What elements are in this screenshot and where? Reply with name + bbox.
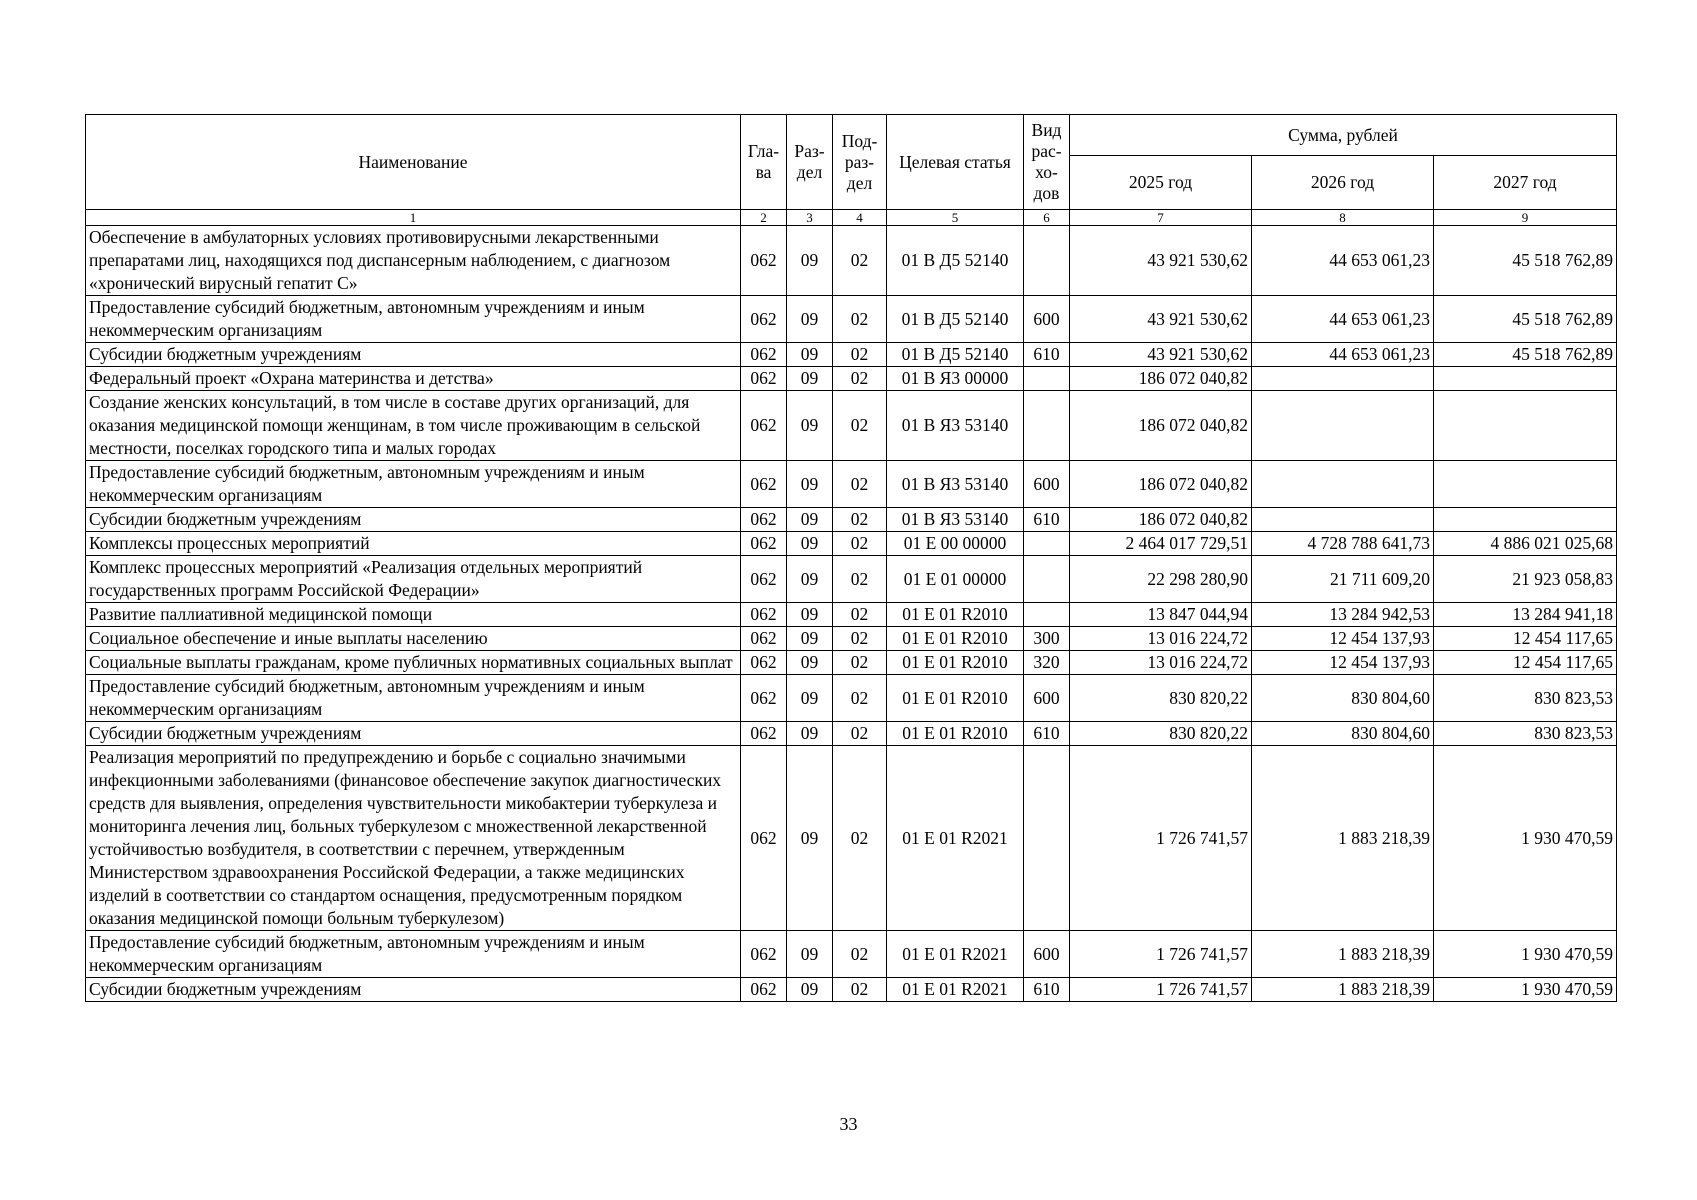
column-number: 6 (1024, 210, 1070, 226)
expense-type-cell: 610 (1024, 343, 1070, 367)
table-row (86, 746, 1617, 931)
header-year-2026: 2026 год (1252, 156, 1434, 210)
razdel-cell: 09 (787, 556, 833, 603)
header-razdel: Раз-дел (787, 115, 833, 210)
column-number: 9 (1434, 210, 1617, 226)
sum-2027-cell: 45 518 762,89 (1434, 226, 1617, 296)
target-article-cell: 01 Е 01 00000 (887, 556, 1024, 603)
row-name: Социальные выплаты гражданам, кроме публичных нормативных социальных выплат (86, 651, 741, 675)
target-article-cell: 01 В Д5 52140 (887, 343, 1024, 367)
glava-cell: 062 (741, 675, 787, 722)
razdel-cell: 09 (787, 931, 833, 978)
budget-table (85, 114, 1617, 1002)
glava-cell: 062 (741, 343, 787, 367)
sum-2025-cell: 186 072 040,82 (1070, 391, 1252, 461)
razdel-cell: 09 (787, 391, 833, 461)
razdel-cell: 09 (787, 296, 833, 343)
podrazdel-cell: 02 (833, 603, 887, 627)
table-row (86, 343, 1617, 367)
row-name: Субсидии бюджетным учреждениям (86, 722, 741, 746)
expense-type-cell: 600 (1024, 675, 1070, 722)
sum-2027-cell: 1 930 470,59 (1434, 746, 1617, 931)
row-name: Комплексы процессных мероприятий (86, 532, 741, 556)
sum-2027-cell: 830 823,53 (1434, 675, 1617, 722)
sum-2026-cell: 4 728 788 641,73 (1252, 532, 1434, 556)
sum-2026-cell: 1 883 218,39 (1252, 931, 1434, 978)
row-name: Субсидии бюджетным учреждениям (86, 508, 741, 532)
target-article-cell: 01 Е 01 R2010 (887, 651, 1024, 675)
sum-2025-cell: 830 820,22 (1070, 675, 1252, 722)
page-number: 33 (839, 1114, 858, 1134)
expense-type-cell (1024, 603, 1070, 627)
table-row (86, 675, 1617, 722)
target-article-cell: 01 В Я3 53140 (887, 391, 1024, 461)
razdel-cell: 09 (787, 343, 833, 367)
column-number: 3 (787, 210, 833, 226)
header-vid: Вид рас-хо-дов (1024, 115, 1070, 210)
table-row (86, 627, 1617, 651)
target-article-cell: 01 В Я3 00000 (887, 367, 1024, 391)
expense-type-cell (1024, 391, 1070, 461)
razdel-cell: 09 (787, 722, 833, 746)
row-name: Федеральный проект «Охрана материнства и детства» (86, 367, 741, 391)
glava-cell: 062 (741, 532, 787, 556)
table-row (86, 651, 1617, 675)
razdel-cell: 09 (787, 508, 833, 532)
sum-2027-cell: 1 930 470,59 (1434, 978, 1617, 1002)
sum-2026-cell (1252, 461, 1434, 508)
sum-2026-cell: 830 804,60 (1252, 675, 1434, 722)
expense-type-cell: 610 (1024, 722, 1070, 746)
row-name: Реализация мероприятий по предупреждению и борьбе с социально значимыми инфекционными заболеваниями (финансовое обеспечение закупок диагностических средств для выявления, определения чувствительности микобактерии туберкулеза и мониторинга лечения лиц, больных туберкулезом с множественной лекарственной устойчивостью возбудителя, в соответствии с перечнем, утвержденным Министерством здравоохранения Российской Федерации, а также медицинских изделий в соответствии со стандартом оснащения, предусмотренным порядком оказания медицинской помощи больным туберкулезом) (86, 746, 741, 931)
expense-type-cell: 600 (1024, 931, 1070, 978)
row-name: Предоставление субсидий бюджетным, автономным учреждениям и иным некоммерческим организациям (86, 296, 741, 343)
target-article-cell: 01 В Я3 53140 (887, 508, 1024, 532)
table-row (86, 931, 1617, 978)
table-row (86, 556, 1617, 603)
glava-cell: 062 (741, 978, 787, 1002)
razdel-cell: 09 (787, 978, 833, 1002)
sum-2027-cell (1434, 367, 1617, 391)
glava-cell: 062 (741, 226, 787, 296)
podrazdel-cell: 02 (833, 556, 887, 603)
row-name: Предоставление субсидий бюджетным, автономным учреждениям и иным некоммерческим организациям (86, 461, 741, 508)
sum-2025-cell: 186 072 040,82 (1070, 508, 1252, 532)
glava-cell: 062 (741, 627, 787, 651)
target-article-cell: 01 В Д5 52140 (887, 296, 1024, 343)
table-row (86, 391, 1617, 461)
table-row (86, 603, 1617, 627)
sum-2027-cell: 45 518 762,89 (1434, 296, 1617, 343)
table-row (86, 367, 1617, 391)
sum-2025-cell: 830 820,22 (1070, 722, 1252, 746)
target-article-cell: 01 В Д5 52140 (887, 226, 1024, 296)
razdel-cell: 09 (787, 627, 833, 651)
sum-2025-cell: 1 726 741,57 (1070, 931, 1252, 978)
sum-2025-cell: 2 464 017 729,51 (1070, 532, 1252, 556)
sum-2027-cell: 12 454 117,65 (1434, 651, 1617, 675)
expense-type-cell (1024, 556, 1070, 603)
razdel-cell: 09 (787, 603, 833, 627)
header-summa: Сумма, рублей (1070, 115, 1617, 156)
table-row (86, 226, 1617, 296)
podrazdel-cell: 02 (833, 391, 887, 461)
sum-2027-cell: 13 284 941,18 (1434, 603, 1617, 627)
razdel-cell: 09 (787, 461, 833, 508)
row-name: Социальное обеспечение и иные выплаты населению (86, 627, 741, 651)
sum-2025-cell: 43 921 530,62 (1070, 343, 1252, 367)
sum-2027-cell: 4 886 021 025,68 (1434, 532, 1617, 556)
sum-2025-cell: 22 298 280,90 (1070, 556, 1252, 603)
glava-cell: 062 (741, 651, 787, 675)
target-article-cell: 01 Е 01 R2021 (887, 978, 1024, 1002)
header-year-2025: 2025 год (1070, 156, 1252, 210)
expense-type-cell (1024, 226, 1070, 296)
sum-2026-cell: 1 883 218,39 (1252, 746, 1434, 931)
row-name: Предоставление субсидий бюджетным, автономным учреждениям и иным некоммерческим организациям (86, 931, 741, 978)
sum-2025-cell: 13 847 044,94 (1070, 603, 1252, 627)
razdel-cell: 09 (787, 367, 833, 391)
podrazdel-cell: 02 (833, 367, 887, 391)
expense-type-cell: 610 (1024, 508, 1070, 532)
razdel-cell: 09 (787, 651, 833, 675)
target-article-cell: 01 Е 01 R2021 (887, 931, 1024, 978)
podrazdel-cell: 02 (833, 226, 887, 296)
sum-2026-cell (1252, 367, 1434, 391)
target-article-cell: 01 В Я3 53140 (887, 461, 1024, 508)
sum-2026-cell: 830 804,60 (1252, 722, 1434, 746)
sum-2027-cell (1434, 461, 1617, 508)
podrazdel-cell: 02 (833, 343, 887, 367)
expense-type-cell: 610 (1024, 978, 1070, 1002)
target-article-cell: 01 Е 01 R2010 (887, 603, 1024, 627)
sum-2025-cell: 1 726 741,57 (1070, 978, 1252, 1002)
column-number: 4 (833, 210, 887, 226)
sum-2026-cell: 21 711 609,20 (1252, 556, 1434, 603)
glava-cell: 062 (741, 603, 787, 627)
table-row (86, 508, 1617, 532)
podrazdel-cell: 02 (833, 532, 887, 556)
sum-2027-cell (1434, 508, 1617, 532)
glava-cell: 062 (741, 556, 787, 603)
target-article-cell: 01 Е 01 R2010 (887, 722, 1024, 746)
podrazdel-cell: 02 (833, 675, 887, 722)
expense-type-cell: 600 (1024, 461, 1070, 508)
sum-2025-cell: 43 921 530,62 (1070, 296, 1252, 343)
sum-2026-cell: 44 653 061,23 (1252, 226, 1434, 296)
sum-2027-cell: 1 930 470,59 (1434, 931, 1617, 978)
expense-type-cell: 320 (1024, 651, 1070, 675)
glava-cell: 062 (741, 931, 787, 978)
row-name: Создание женских консультаций, в том числе в составе других организаций, для оказания медицинской помощи женщинам, в том числе проживающим в сельской местности, поселках городского типа и малых городах (86, 391, 741, 461)
header-year-2027: 2027 год (1434, 156, 1617, 210)
table-header (86, 115, 1617, 226)
column-number: 5 (887, 210, 1024, 226)
sum-2026-cell: 12 454 137,93 (1252, 627, 1434, 651)
sum-2025-cell: 186 072 040,82 (1070, 367, 1252, 391)
sum-2027-cell (1434, 391, 1617, 461)
glava-cell: 062 (741, 746, 787, 931)
header-name: Наименование (86, 115, 741, 210)
expense-type-cell (1024, 367, 1070, 391)
razdel-cell: 09 (787, 746, 833, 931)
sum-2026-cell (1252, 391, 1434, 461)
sum-2026-cell (1252, 508, 1434, 532)
glava-cell: 062 (741, 508, 787, 532)
sum-2025-cell: 13 016 224,72 (1070, 627, 1252, 651)
sum-2026-cell: 1 883 218,39 (1252, 978, 1434, 1002)
sum-2027-cell: 45 518 762,89 (1434, 343, 1617, 367)
table-row (86, 532, 1617, 556)
column-number: 7 (1070, 210, 1252, 226)
row-name: Субсидии бюджетным учреждениям (86, 978, 741, 1002)
sum-2027-cell: 830 823,53 (1434, 722, 1617, 746)
sum-2025-cell: 13 016 224,72 (1070, 651, 1252, 675)
target-article-cell: 01 Е 01 R2021 (887, 746, 1024, 931)
glava-cell: 062 (741, 461, 787, 508)
podrazdel-cell: 02 (833, 461, 887, 508)
glava-cell: 062 (741, 296, 787, 343)
row-name: Комплекс процессных мероприятий «Реализация отдельных мероприятий государственных программ Российской Федерации» (86, 556, 741, 603)
podrazdel-cell: 02 (833, 931, 887, 978)
table-row (86, 296, 1617, 343)
sum-2025-cell: 186 072 040,82 (1070, 461, 1252, 508)
sum-2025-cell: 1 726 741,57 (1070, 746, 1252, 931)
table-row (86, 978, 1617, 1002)
podrazdel-cell: 02 (833, 978, 887, 1002)
glava-cell: 062 (741, 722, 787, 746)
sum-2027-cell: 21 923 058,83 (1434, 556, 1617, 603)
glava-cell: 062 (741, 391, 787, 461)
header-statya: Целевая статья (887, 115, 1024, 210)
column-number: 2 (741, 210, 787, 226)
podrazdel-cell: 02 (833, 296, 887, 343)
sum-2026-cell: 44 653 061,23 (1252, 296, 1434, 343)
razdel-cell: 09 (787, 226, 833, 296)
row-name: Предоставление субсидий бюджетным, автономным учреждениям и иным некоммерческим организациям (86, 675, 741, 722)
header-glava: Гла-ва (741, 115, 787, 210)
sum-2026-cell: 12 454 137,93 (1252, 651, 1434, 675)
row-name: Обеспечение в амбулаторных условиях противовирусными лекарственными препаратами лиц, находящихся под диспансерным наблюдением, с диагнозом «хронический вирусный гепатит С» (86, 226, 741, 296)
sum-2025-cell: 43 921 530,62 (1070, 226, 1252, 296)
target-article-cell: 01 Е 01 R2010 (887, 627, 1024, 651)
expense-type-cell: 300 (1024, 627, 1070, 651)
podrazdel-cell: 02 (833, 722, 887, 746)
sum-2027-cell: 12 454 117,65 (1434, 627, 1617, 651)
expense-type-cell (1024, 746, 1070, 931)
podrazdel-cell: 02 (833, 508, 887, 532)
razdel-cell: 09 (787, 675, 833, 722)
podrazdel-cell: 02 (833, 746, 887, 931)
expense-type-cell: 600 (1024, 296, 1070, 343)
table-row (86, 461, 1617, 508)
expense-type-cell (1024, 532, 1070, 556)
sum-2026-cell: 44 653 061,23 (1252, 343, 1434, 367)
podrazdel-cell: 02 (833, 627, 887, 651)
column-number: 8 (1252, 210, 1434, 226)
header-podrazdel: Под-раз-дел (833, 115, 887, 210)
glava-cell: 062 (741, 367, 787, 391)
razdel-cell: 09 (787, 532, 833, 556)
column-number: 1 (86, 210, 741, 226)
podrazdel-cell: 02 (833, 651, 887, 675)
target-article-cell: 01 Е 00 00000 (887, 532, 1024, 556)
table-body (86, 226, 1617, 1002)
sum-2026-cell: 13 284 942,53 (1252, 603, 1434, 627)
row-name: Субсидии бюджетным учреждениям (86, 343, 741, 367)
target-article-cell: 01 Е 01 R2010 (887, 675, 1024, 722)
row-name: Развитие паллиативной медицинской помощи (86, 603, 741, 627)
table-row (86, 722, 1617, 746)
